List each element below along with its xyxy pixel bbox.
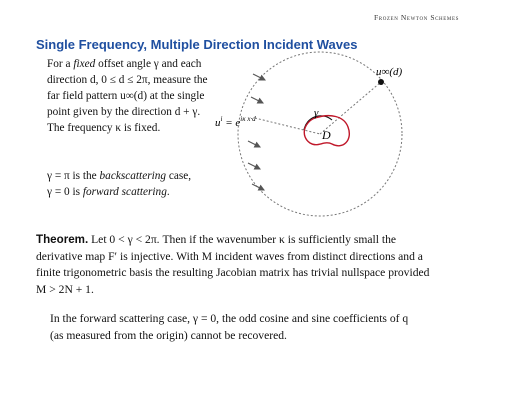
intro-text-c: The frequency κ is fixed. <box>47 122 161 134</box>
incident-sup: i <box>220 115 223 123</box>
incident-arrow-5 <box>252 184 264 190</box>
incident-eq: = e <box>222 117 241 129</box>
page-header: Frozen Newton Schemes <box>373 13 459 22</box>
intro-text-b: offset angle γ and each direction d, 0 ≤ d ≤ 2π, measure the far field pattern u∞(d) at the single point given by the direction d + γ. <box>47 58 208 118</box>
theorem-label: Theorem. <box>36 233 89 246</box>
forward-emph: forward scattering <box>82 186 167 198</box>
intro-fixed-emph: fixed <box>73 58 96 70</box>
slide-title: Single Frequency, Multiple Direction Incident Waves <box>36 37 358 52</box>
theorem-text: Let 0 < γ < 2π. Then if the wavenumber κ is sufficiently small the derivative map F′ is injective. With M incident waves from distinct directions and a finite trigonometric basis the resulting Jacobian matrix has trivial nullspace provided M > 2N + 1. <box>36 233 430 296</box>
backscatter-emph: backscattering <box>99 170 167 182</box>
case-text-a: γ = π is the <box>47 170 100 182</box>
far-field-point <box>378 79 384 85</box>
obstacle-label: D <box>322 128 331 142</box>
far-field-label: u∞(d) <box>376 66 403 78</box>
incident-arrow-2 <box>251 97 263 103</box>
case-text-b: case, γ = 0 is <box>47 170 192 198</box>
incident-exp: iκ x·d <box>240 115 256 123</box>
theorem-block <box>36 232 432 298</box>
incident-u: u <box>215 117 221 129</box>
incident-wave-label <box>215 115 256 129</box>
incident-arrow-3 <box>248 141 260 147</box>
gamma-label: γ <box>314 107 319 119</box>
case-text-c: . <box>166 186 170 198</box>
intro-text-a: For a <box>47 58 74 70</box>
incident-arrow-4 <box>248 163 260 169</box>
far-field-direction-line <box>320 82 381 134</box>
forward-scattering-note: In the forward scattering case, γ = 0, the odd cosine and sine coefficients of q (as measured from the origin) cannot be recovered. <box>50 312 409 342</box>
